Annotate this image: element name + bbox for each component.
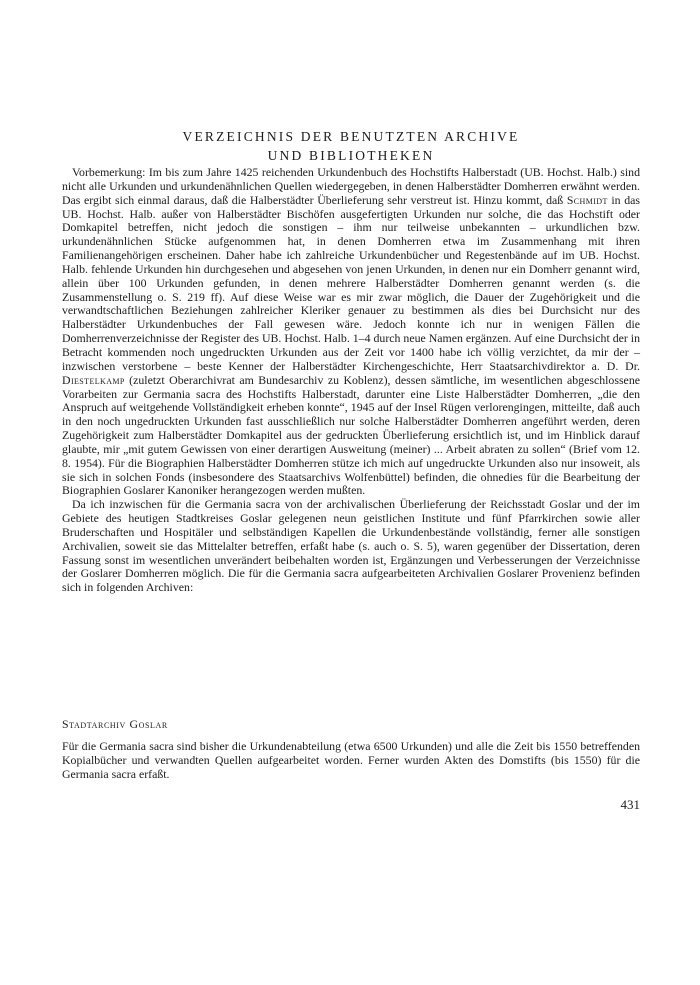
author-name: Diestelkamp: [62, 372, 125, 387]
paragraph-text: (zuletzt Oberarchivrat am Bundesarchiv zu Koblenz), dessen sämtliche, im wesentlichen abgeschlossene Vorarbeiten zur Germania sacra des Hochstifts Halberstadt, darunter eine Liste Halberstädter Domherren, „die den Anspruch auf weitgehende Vollständigkeit erheben konnte“, 1945 auf der Insel Rügen verlorengingen, mitteilte, daß auch in den noch ungedruckten Urkunden fast ausschließlich nur solche Halberstädter Domherren angeführt werden, deren Zugehörigkeit zum Halberstädter Domkapitel aus der gedruckten Überlieferung ersichtlich ist, und im Hinblick darauf glaubte, mir „mit gutem Gewissen von einer derartigen Ausweitung (meiner) ... Arbeit abraten zu sollen“ (Brief vom 12. 8. 1954). Für die Biographien Halberstädter Domherren stütze ich mich auf ungedruckte Urkunden also nur insoweit, als sie sich in solchen Fonds (insbesondere des Staatsarchivs Wolfenbüttel) befinden, die ohnedies für die Bearbeitung der Biographien Goslarer Kanoniker herangezogen werden mußten.: [62, 372, 640, 498]
page-number: 431: [620, 797, 640, 812]
paragraph-goslar: Da ich inzwischen für die Germania sacra von der archivalischen Überlieferung der Reichsstadt Goslar und der im Gebiete des heutigen Stadtkreises Goslar gelegenen neun geistlichen Institute und fünf Pfarrkirchen sowie aller Bruderschaften und Hospitäler und selbständigen Kapellen die Urkundenbestände vollständig, ferner alle sonstigen Archivalien, soweit sie das Mittelalter betreffen, erfaßt habe (s. auch o. S. 5), waren gegenüber der Dissertation, deren Fassung sonst im wesentlichen unverändert beibehalten worden ist, Ergänzungen und Verbesserungen der Verzeichnisse der Goslarer Domherren möglich. Die für die Germania sacra aufgearbeiteten Archivalien Goslarer Provenienz befinden sich in folgenden Archiven:: [62, 497, 640, 595]
paragraph-text: Vorbemerkung: Im bis zum Jahre 1425 reichenden Urkundenbuch des Hochstifts Halberstadt (UB. Hochst. Halb.) sind nicht alle Urkunden und urkundenähnlichen Quellen wiedergegeben, in denen Halberstädter Domherren erwähnt werden. Das ergibt sich einmal daraus, daß die Halberstädter Überlieferung sehr verstreut ist. Hinzu kommt, daß: [62, 165, 640, 207]
paragraph-stadtarchiv: Für die Germania sacra sind bisher die Urkundenabteilung (etwa 6500 Urkunden) und alle die Zeit bis 1550 betreffenden Kopialbücher und verwandten Quellen aufgearbeitet worden. Ferner wurden Akten des Domstifts (bis 1550) für die Germania sacra erfaßt.: [62, 739, 640, 781]
page-title: [62, 127, 640, 165]
paragraph-text: in das UB. Hochst. Halb. außer von Halberstädter Bischöfen ausgefertigten Urkunden nur solche, die das Hochstift oder Domkapitel betreffen, nicht jedoch die sonstigen – ihm nur teilweise unbekannten – urkundlichen bzw. urkundenähnlichen Stücke aufgenommen hat, in denen Domherren etwa im Zusammenhang mit ihren Familienangehörigen erscheinen. Daher habe ich zahlreiche Urkundenbücher und Regestenbände auf im UB. Hochst. Halb. fehlende Urkunden hin durchgesehen und abgesehen von jenen Urkunden, in denen nur ein Domherr genannt wird, allein über 100 Urkunden gefunden, in denen mehrere Halberstädter Domherren genannt werden (s. die Zusammenstellung o. S. 219 ff). Auf diese Weise war es mir zwar möglich, die Dauer der Zugehörigkeit und die verwandtschaftlichen Beziehungen zahlreicher Kleriker genauer zu bestimmen als dies bei Durchsicht nur des Halberstädter Urkundenbuches der Fall gewesen wäre. Jedoch konnte ich nur in wenigen Fällen die Domherrenverzeichnisse der Register des UB. Hochst. Halb. 1–4 durch neue Namen ergänzen. Auf eine Durchsicht der in Betracht kommenden noch ungedruckten Urkunden aus der Zeit vor 1400 habe ich völlig verzichtet, da mir der – inzwischen verstorbene – beste Kenner der Halberstädter Kirchengeschichte, Herr Staatsarchivdirektor a. D. Dr.: [62, 192, 640, 373]
paragraph-preface: [62, 166, 640, 498]
section-text: [62, 740, 640, 782]
section-heading: Stadtarchiv Goslar: [62, 717, 168, 731]
title-line-2: UND BIBLIOTHEKEN: [267, 148, 435, 164]
author-name: Schmidt: [566, 192, 608, 207]
title-line-1: VERZEICHNIS DER BENUTZTEN ARCHIVE: [182, 129, 520, 145]
main-text: [62, 166, 640, 595]
